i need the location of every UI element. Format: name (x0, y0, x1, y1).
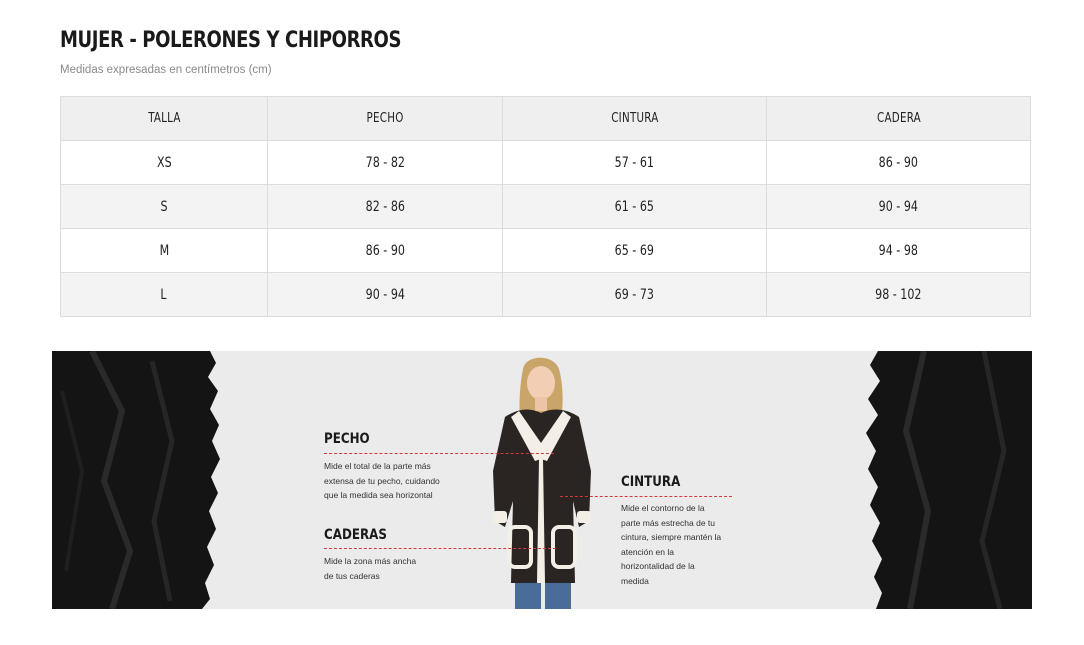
column-header-pecho: PECHO (268, 97, 503, 141)
cell-pecho: 86 - 90 (268, 229, 503, 273)
size-table (60, 96, 1031, 317)
caderas-guide-text: Mide la zona más ancha de tus caderas (324, 556, 417, 581)
column-header-cintura: CINTURA (503, 97, 767, 141)
cell-cintura: 69 - 73 (503, 273, 767, 317)
table-row (61, 273, 1031, 317)
cell-talla: XS (61, 141, 268, 185)
page-title: MUJER - POLERONES Y CHIPORROS (60, 28, 402, 53)
measurement-guide-banner (52, 351, 1032, 609)
cell-cadera: 94 - 98 (767, 229, 1031, 273)
cell-cadera: 98 - 102 (767, 273, 1031, 317)
pecho-guide-text: Mide el total de la parte más extensa de tu pecho, cuidando que la medida sea horizontal (324, 461, 440, 500)
cell-pecho: 90 - 94 (268, 273, 503, 317)
dark-rock-right-decoration (864, 351, 1032, 609)
cell-cintura: 65 - 69 (503, 229, 767, 273)
column-header-cadera: CADERA (767, 97, 1031, 141)
cell-cintura: 57 - 61 (503, 141, 767, 185)
model-wearing-jacket-illustration (467, 351, 617, 609)
cell-cintura: 61 - 65 (503, 185, 767, 229)
column-header-talla: TALLA (61, 97, 268, 141)
cell-talla: S (61, 185, 268, 229)
cell-talla: M (61, 229, 268, 273)
cintura-guide-line (560, 496, 732, 497)
cell-cadera: 90 - 94 (767, 185, 1031, 229)
table-row (61, 185, 1031, 229)
pecho-guide-title: PECHO (324, 431, 370, 447)
page-subtitle: Medidas expresadas en centímetros (cm) (60, 64, 272, 76)
caderas-guide-line (324, 548, 556, 549)
pecho-guide-line (324, 453, 554, 454)
table-row (61, 229, 1031, 273)
cell-pecho: 78 - 82 (268, 141, 503, 185)
cell-talla: L (61, 273, 268, 317)
table-header-row (61, 97, 1031, 141)
cintura-guide-text: Mide el contorno de la parte más estrecha de tu cintura, siempre mantén la atención en la horizontalidad de la medida (621, 503, 722, 586)
table-row (61, 141, 1031, 185)
dark-rock-left-decoration (52, 351, 222, 609)
cintura-guide-title: CINTURA (621, 474, 681, 490)
caderas-guide-title: CADERAS (324, 527, 387, 543)
cell-pecho: 82 - 86 (268, 185, 503, 229)
cell-cadera: 86 - 90 (767, 141, 1031, 185)
